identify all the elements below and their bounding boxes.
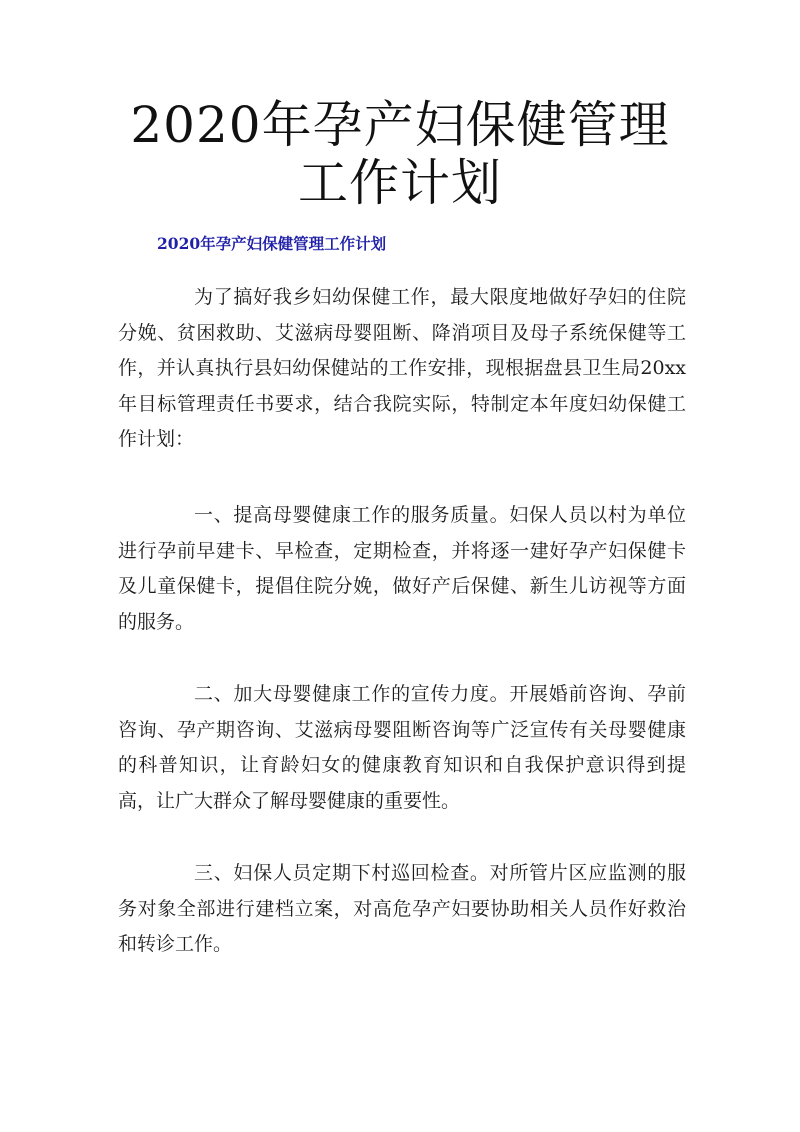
paragraph-intro: 为了搞好我乡妇幼保健工作，最大限度地做好孕妇的住院分娩、贫困救助、艾滋病母婴阻断、降消项目及母子系统保健等工作，并认真执行县妇幼保健站的工作安排，现根据盘县卫生局20xx年目标管理责任书要求，结合我院实际，特制定本年度妇幼保健工作计划： — [118, 286, 686, 451]
paragraph-section-2: 二、加大母婴健康工作的宣传力度。开展婚前咨询、孕前咨询、孕产期咨询、艾滋病母婴阻断咨询等广泛宣传有关母婴健康的科普知识，让育龄妇女的健康教育知识和自我保护意识得到提高，让广大群众了解母婴健康的重要性。 — [118, 683, 686, 812]
paragraph-section-1: 一、提高母婴健康工作的服务质量。妇保人员以村为单位进行孕前早建卡、早检查，定期检查，并将逐一建好孕产妇保健卡及儿童保健卡，提倡住院分娩，做好产后保健、新生儿访视等方面的服务。 — [118, 504, 686, 633]
document-subtitle: 2020年孕产妇保健管理工作计划 — [157, 234, 387, 253]
paragraph-section-3: 三、妇保人员定期下村巡回检查。对所管片区应监测的服务对象全部进行建档立案，对高危孕产妇要协助相关人员作好救治和转诊工作。 — [118, 862, 686, 956]
document-title: 2020年孕产妇保健管理工作计划 — [130, 96, 670, 212]
